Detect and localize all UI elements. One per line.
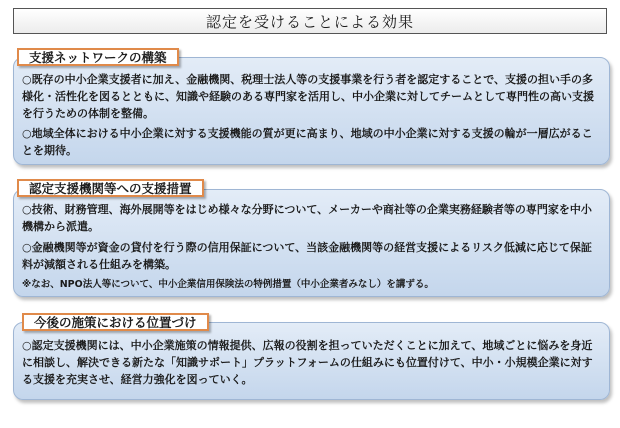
section-network-heading: 支援ネットワークの構築 bbox=[17, 48, 179, 66]
section-support bbox=[13, 189, 610, 297]
section-support-item-2: ○金融機関等が資金の貸付を行う際の信用保証について、当該金融機関等の経営支援によるリスク低減に応じて保証料が減額される仕組みを構築。 bbox=[22, 241, 592, 271]
section-support-heading: 認定支援機関等への支援措置 bbox=[17, 179, 204, 197]
section-network-item-2: ○地域全体における中小企業に対する支援機能の質が更に高まり、地域の中小企業に対する支援の輪が一層広がることを期待。 bbox=[22, 127, 593, 157]
page-title: 認定を受けることによる効果 bbox=[13, 8, 607, 34]
section-policy bbox=[13, 322, 610, 400]
section-support-item-1: ○技術、財務管理、海外展開等をはじめ様々な分野について、メーカーや商社等の企業実務経験者等の専門家を中小機構から派遣。 bbox=[22, 203, 592, 233]
section-support-note: ※なお、NPO法人等について、中小企業信用保険法の特例措置（中小企業者みなし）を講ずる。 bbox=[22, 279, 434, 290]
section-network bbox=[13, 57, 610, 165]
section-network-item-1: ○既存の中小企業支援者に加え、金融機関、税理士法人等の支援事業を行う者を認定することで、支援の担い手の多様化・活性化を図るとともに、知識や経験のある専門家を活用し、中小企業に対してチームとして専門性の高い支援を行うための体制を整備。 bbox=[22, 73, 594, 120]
section-policy-heading: 今後の施策における位置づけ bbox=[22, 313, 209, 331]
section-policy-item-1: ○認定支援機関には、中小企業施策の情報提供、広報の役割を担っていただくことに加えて、地域ごとに悩みを身近に相談し、解決できる新たな「知識サポート」プラットフォームの仕組みにも位置付けて、中小・小規模企業に対する支援を充実させ、経営力強化を図っていく。 bbox=[22, 339, 593, 386]
